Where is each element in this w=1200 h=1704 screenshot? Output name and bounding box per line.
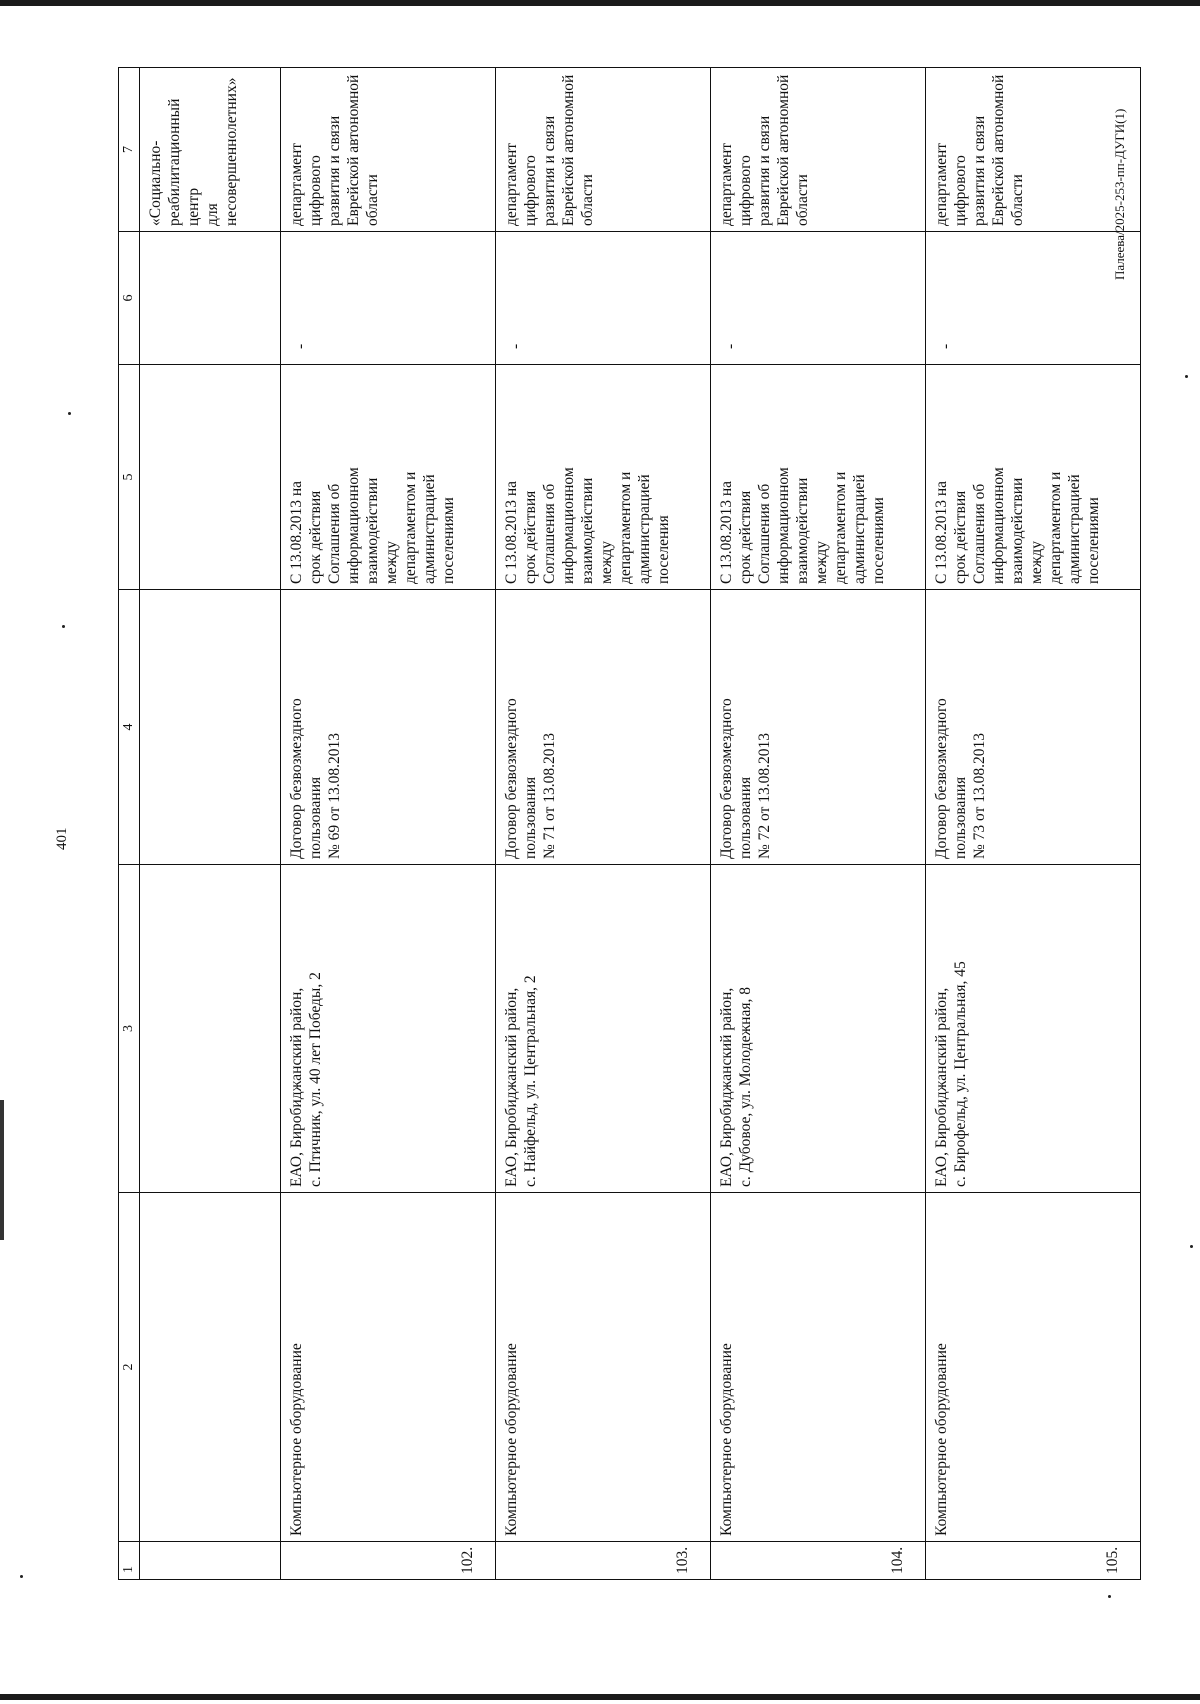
item-term: С 13.08.2013 на срок действия Соглашения об информационном взаимодействии между департаментом и администрацией поселениями — [711, 365, 926, 590]
item-address: ЕАО, Биробиджанский район, с. Найфельд, ул. Центральная, 2 — [496, 865, 711, 1193]
item-term: С 13.08.2013 на срок действия Соглашения об информационном взаимодействии между департаментом и администрацией поселениями — [281, 365, 496, 590]
property-table — [118, 67, 1141, 1580]
encumbrance-dash: - — [722, 343, 739, 349]
table-cell — [140, 365, 281, 590]
item-address: ЕАО, Биробиджанский район, с. Птичник, ул. 40 лет Победы, 2 — [281, 865, 496, 1193]
encumbrance-dash: - — [937, 343, 954, 349]
item-encumbrance — [496, 232, 711, 365]
column-number: 3 — [119, 865, 140, 1193]
item-encumbrance — [926, 232, 1141, 365]
holder-continuation: «Социально- реабилитационный центр для несовершеннолетних» — [140, 68, 281, 232]
item-basis: Договор безвозмездного пользования № 73 от 13.08.2013 — [926, 590, 1141, 865]
table-row — [926, 68, 1141, 1580]
column-number: 4 — [119, 590, 140, 865]
table-row — [711, 68, 926, 1580]
column-number: 7 — [119, 68, 140, 232]
table-cell — [140, 1542, 281, 1580]
item-name: Компьютерное оборудование — [281, 1193, 496, 1542]
scan-speck — [1108, 1595, 1111, 1598]
item-holder: департамент цифрового развития и связи Еврейской автономной области — [496, 68, 711, 232]
item-basis: Договор безвозмездного пользования № 69 от 13.08.2013 — [281, 590, 496, 865]
column-number: 6 — [119, 232, 140, 365]
item-term: С 13.08.2013 на срок действия Соглашения об информационном взаимодействии между департаментом и администрацией поселения — [496, 365, 711, 590]
scan-speck — [1190, 1245, 1193, 1248]
scan-speck — [1185, 375, 1188, 378]
table-row — [281, 68, 496, 1580]
table-row — [496, 68, 711, 1580]
item-encumbrance — [711, 232, 926, 365]
item-basis: Договор безвозмездного пользования № 71 от 13.08.2013 — [496, 590, 711, 865]
item-address: ЕАО, Биробиджанский район, с. Дубовое, ул. Молодежная, 8 — [711, 865, 926, 1193]
row-number: 103. — [496, 1542, 711, 1580]
row-number: 104. — [711, 1542, 926, 1580]
item-holder: департамент цифрового развития и связи Еврейской автономной области — [926, 68, 1141, 232]
item-name: Компьютерное оборудование — [711, 1193, 926, 1542]
column-number-row — [119, 68, 140, 1580]
item-holder: департамент цифрового развития и связи Еврейской автономной области — [281, 68, 496, 232]
item-basis: Договор безвозмездного пользования № 72 от 13.08.2013 — [711, 590, 926, 865]
row-number: 102. — [281, 1542, 496, 1580]
scan-speck — [62, 625, 65, 628]
table-cell — [140, 865, 281, 1193]
table-cell — [140, 232, 281, 365]
scan-edge-bottom — [0, 1694, 1200, 1700]
column-number: 1 — [119, 1542, 140, 1580]
encumbrance-dash: - — [507, 343, 524, 349]
row-number: 105. — [926, 1542, 1141, 1580]
item-term: С 13.08.2013 на срок действия Соглашения об информационном взаимодействии между департаментом и администрацией поселениями — [926, 365, 1141, 590]
scan-edge-top — [0, 0, 1200, 6]
scan-speck — [68, 412, 71, 415]
item-encumbrance — [281, 232, 496, 365]
item-name: Компьютерное оборудование — [496, 1193, 711, 1542]
document-code: Палеева/2025-253-пп-ДУГИ(1) — [1112, 108, 1127, 280]
column-number: 5 — [119, 365, 140, 590]
scan-speck — [20, 1575, 23, 1578]
table-cell — [140, 590, 281, 865]
scan-edge-left — [0, 1100, 4, 1240]
table-cell — [140, 1193, 281, 1542]
page-number: 401 — [54, 827, 70, 850]
item-address: ЕАО, Биробиджанский район, с. Бирофельд, ул. Центральная, 45 — [926, 865, 1141, 1193]
column-number: 2 — [119, 1193, 140, 1542]
continuation-row — [140, 68, 281, 1580]
item-name: Компьютерное оборудование — [926, 1193, 1141, 1542]
encumbrance-dash: - — [292, 343, 309, 349]
item-holder: департамент цифрового развития и связи Еврейской автономной области — [711, 68, 926, 232]
